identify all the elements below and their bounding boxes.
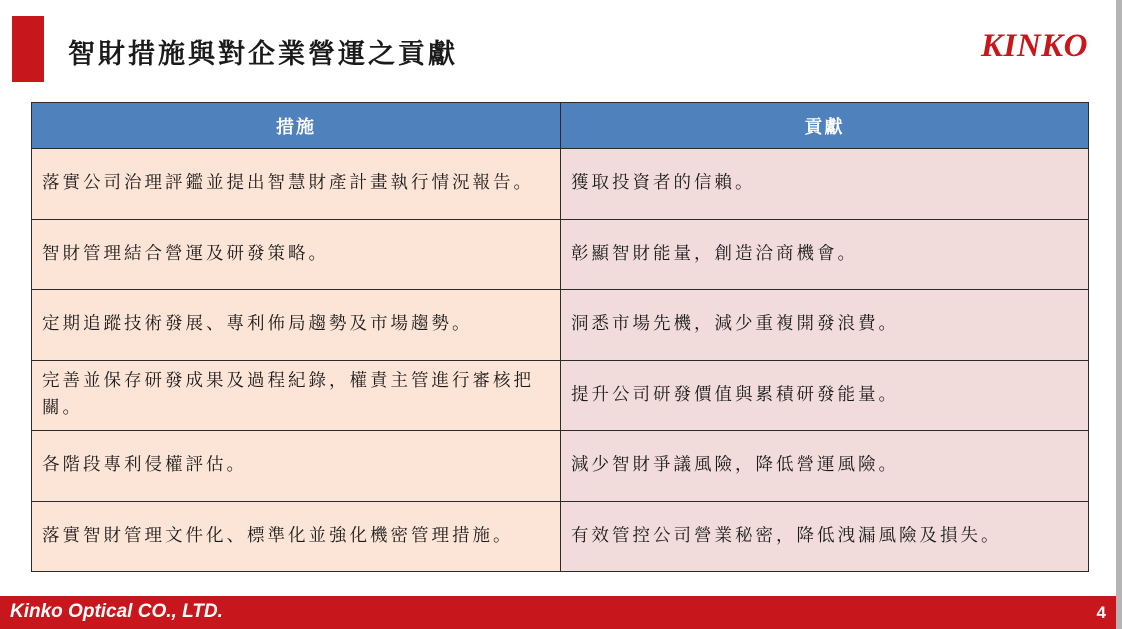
footer-bar (0, 596, 1116, 629)
contribution-cell: 獲取投資者的信賴。 (561, 149, 1089, 220)
table-row (32, 290, 1089, 361)
contribution-cell: 有效管控公司營業秘密，降低洩漏風險及損失。 (561, 501, 1089, 572)
measure-cell: 定期追蹤技術發展、專利佈局趨勢及市場趨勢。 (32, 290, 561, 361)
measures-table (31, 102, 1089, 572)
measure-cell: 完善並保存研發成果及過程紀錄，權責主管進行審核把關。 (32, 360, 561, 431)
table-row (32, 501, 1089, 572)
contribution-cell: 彰顯智財能量，創造洽商機會。 (561, 219, 1089, 290)
table-row (32, 360, 1089, 431)
measure-cell: 各階段專利侵權評估。 (32, 431, 561, 502)
window-edge (1116, 0, 1122, 629)
kinko-logo: KINKO (980, 28, 1088, 64)
company-name: Kinko Optical CO., LTD. (10, 601, 223, 622)
contribution-cell: 減少智財爭議風險，降低營運風險。 (561, 431, 1089, 502)
table-row (32, 431, 1089, 502)
measure-cell: 落實公司治理評鑑並提出智慧財產計畫執行情況報告。 (32, 149, 561, 220)
title-accent-bar (12, 16, 44, 82)
table-row (32, 149, 1089, 220)
column-header-measure: 措施 (32, 103, 561, 149)
contribution-cell: 提升公司研發價值與累積研發能量。 (561, 360, 1089, 431)
contribution-cell: 洞悉市場先機，減少重複開發浪費。 (561, 290, 1089, 361)
table-row (32, 219, 1089, 290)
table-header-row (32, 103, 1089, 149)
measure-cell: 智財管理結合營運及研發策略。 (32, 219, 561, 290)
column-header-contribution: 貢獻 (561, 103, 1089, 149)
page-number: 4 (1096, 603, 1106, 622)
measure-cell: 落實智財管理文件化、標準化並強化機密管理措施。 (32, 501, 561, 572)
page-title: 智財措施與對企業營運之貢獻 (68, 39, 458, 70)
